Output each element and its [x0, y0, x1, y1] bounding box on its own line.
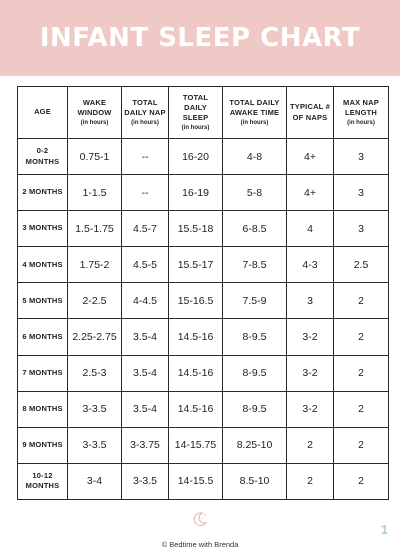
table-cell: 3.5-4: [122, 319, 169, 355]
table-cell: 8-9.5: [223, 355, 287, 391]
table-cell: 8.5-10: [223, 463, 287, 499]
table-cell: 2-2.5: [68, 283, 122, 319]
table-row: [18, 391, 389, 427]
table-cell: 3-3.75: [122, 427, 169, 463]
table-cell: 3-4: [68, 463, 122, 499]
table-cell: 3-3.5: [68, 391, 122, 427]
table-cell: 4+: [287, 139, 334, 175]
column-header: [223, 87, 287, 139]
table-cell: 14-15.5: [169, 463, 223, 499]
table-row: [18, 139, 389, 175]
column-header: [18, 87, 68, 139]
table-cell: --: [122, 139, 169, 175]
column-header: [169, 87, 223, 139]
footer-credit: © Bedtime with Brenda: [161, 540, 239, 549]
table-cell: 2: [287, 463, 334, 499]
table-row: [18, 463, 389, 499]
table-cell: 3-3.5: [68, 427, 122, 463]
column-header-unit: (in hours): [80, 120, 109, 127]
column-header: [287, 87, 334, 139]
column-header-unit: (in hours): [347, 120, 375, 127]
table-cell: 8-9.5: [223, 319, 287, 355]
table-header-row: [18, 87, 389, 139]
sleep-chart-table: [17, 86, 389, 500]
age-cell: 0-2 MONTHS: [18, 139, 68, 175]
table-cell: 14.5-16: [169, 319, 223, 355]
column-header-label: TYPICAL # OF NAPS: [289, 102, 330, 122]
table-row: [18, 283, 389, 319]
table-cell: 2.5: [334, 247, 389, 283]
page-number: 1: [380, 522, 388, 537]
table-cell: 14.5-16: [169, 391, 223, 427]
table-cell: 3: [334, 211, 389, 247]
column-header-unit: (in hours): [131, 120, 159, 127]
table-cell: 4-4.5: [122, 283, 169, 319]
age-cell: 9 MONTHS: [18, 427, 68, 463]
age-cell: 5 MONTHS: [18, 283, 68, 319]
table-cell: 2: [334, 463, 389, 499]
table-cell: 3-2: [287, 355, 334, 391]
table-cell: 4: [287, 211, 334, 247]
table-cell: 2: [334, 355, 389, 391]
table-cell: 2: [334, 427, 389, 463]
table-cell: 3-2: [287, 319, 334, 355]
column-header-label: TOTAL DAILY AWAKE TIME: [229, 97, 280, 117]
table-cell: 4-3: [287, 247, 334, 283]
column-header-unit: (in hours): [240, 120, 269, 127]
column-header-label: MAX NAP LENGTH: [343, 97, 379, 117]
table-cell: 2.5-3: [68, 355, 122, 391]
table-cell: 2.25-2.75: [68, 319, 122, 355]
table-row: [18, 319, 389, 355]
table-cell: 14-15.75: [169, 427, 223, 463]
column-header-label: TOTAL DAILY NAP: [124, 97, 166, 117]
table-cell: 15.5-17: [169, 247, 223, 283]
table-row: [18, 247, 389, 283]
column-header: [334, 87, 389, 139]
column-header: [68, 87, 122, 139]
table-cell: 3-3.5: [122, 463, 169, 499]
table-cell: 1.75-2: [68, 247, 122, 283]
table-row: [18, 211, 389, 247]
table-cell: 15.5-18: [169, 211, 223, 247]
column-header: [122, 87, 169, 139]
age-cell: 8 MONTHS: [18, 391, 68, 427]
table-cell: 7-8.5: [223, 247, 287, 283]
table-cell: 7.5-9: [223, 283, 287, 319]
table-cell: 1-1.5: [68, 175, 122, 211]
table-cell: 3: [334, 175, 389, 211]
table-cell: 5-8: [223, 175, 287, 211]
column-header-label: AGE: [34, 107, 51, 117]
table-cell: 4.5-7: [122, 211, 169, 247]
column-header-unit: (in hours): [181, 125, 210, 132]
table-cell: 0.75-1: [68, 139, 122, 175]
table-cell: 4.5-5: [122, 247, 169, 283]
table-cell: 3-2: [287, 391, 334, 427]
age-cell: 10-12 MONTHS: [18, 463, 68, 499]
table-cell: 4-8: [223, 139, 287, 175]
table-body: [18, 139, 389, 500]
table-cell: 4+: [287, 175, 334, 211]
table-cell: 3: [287, 283, 334, 319]
age-cell: 7 MONTHS: [18, 355, 68, 391]
page-title: INFANT SLEEP CHART: [39, 23, 361, 53]
column-header-label: WAKE WINDOW: [77, 97, 112, 117]
table-cell: 2: [334, 391, 389, 427]
table-row: [18, 175, 389, 211]
age-cell: 4 MONTHS: [18, 247, 68, 283]
table-cell: 2: [334, 283, 389, 319]
table-cell: 6-8.5: [223, 211, 287, 247]
table-cell: 16-19: [169, 175, 223, 211]
table-cell: 16-20: [169, 139, 223, 175]
table-cell: 3.5-4: [122, 355, 169, 391]
table-cell: 3: [334, 139, 389, 175]
table-cell: 14.5-16: [169, 355, 223, 391]
table-cell: 8.25-10: [223, 427, 287, 463]
table-cell: 8-9.5: [223, 391, 287, 427]
header-banner: [0, 0, 400, 76]
table-cell: 2: [334, 319, 389, 355]
table-row: [18, 355, 389, 391]
age-cell: 2 MONTHS: [18, 175, 68, 211]
column-header-label: TOTAL DAILY SLEEP: [182, 92, 209, 123]
table-cell: 2: [287, 427, 334, 463]
moon-stars-icon: [191, 510, 209, 528]
table-cell: 3.5-4: [122, 391, 169, 427]
table-cell: 1.5-1.75: [68, 211, 122, 247]
table-row: [18, 427, 389, 463]
table-cell: --: [122, 175, 169, 211]
age-cell: 3 MONTHS: [18, 211, 68, 247]
table-cell: 15-16.5: [169, 283, 223, 319]
age-cell: 6 MONTHS: [18, 319, 68, 355]
